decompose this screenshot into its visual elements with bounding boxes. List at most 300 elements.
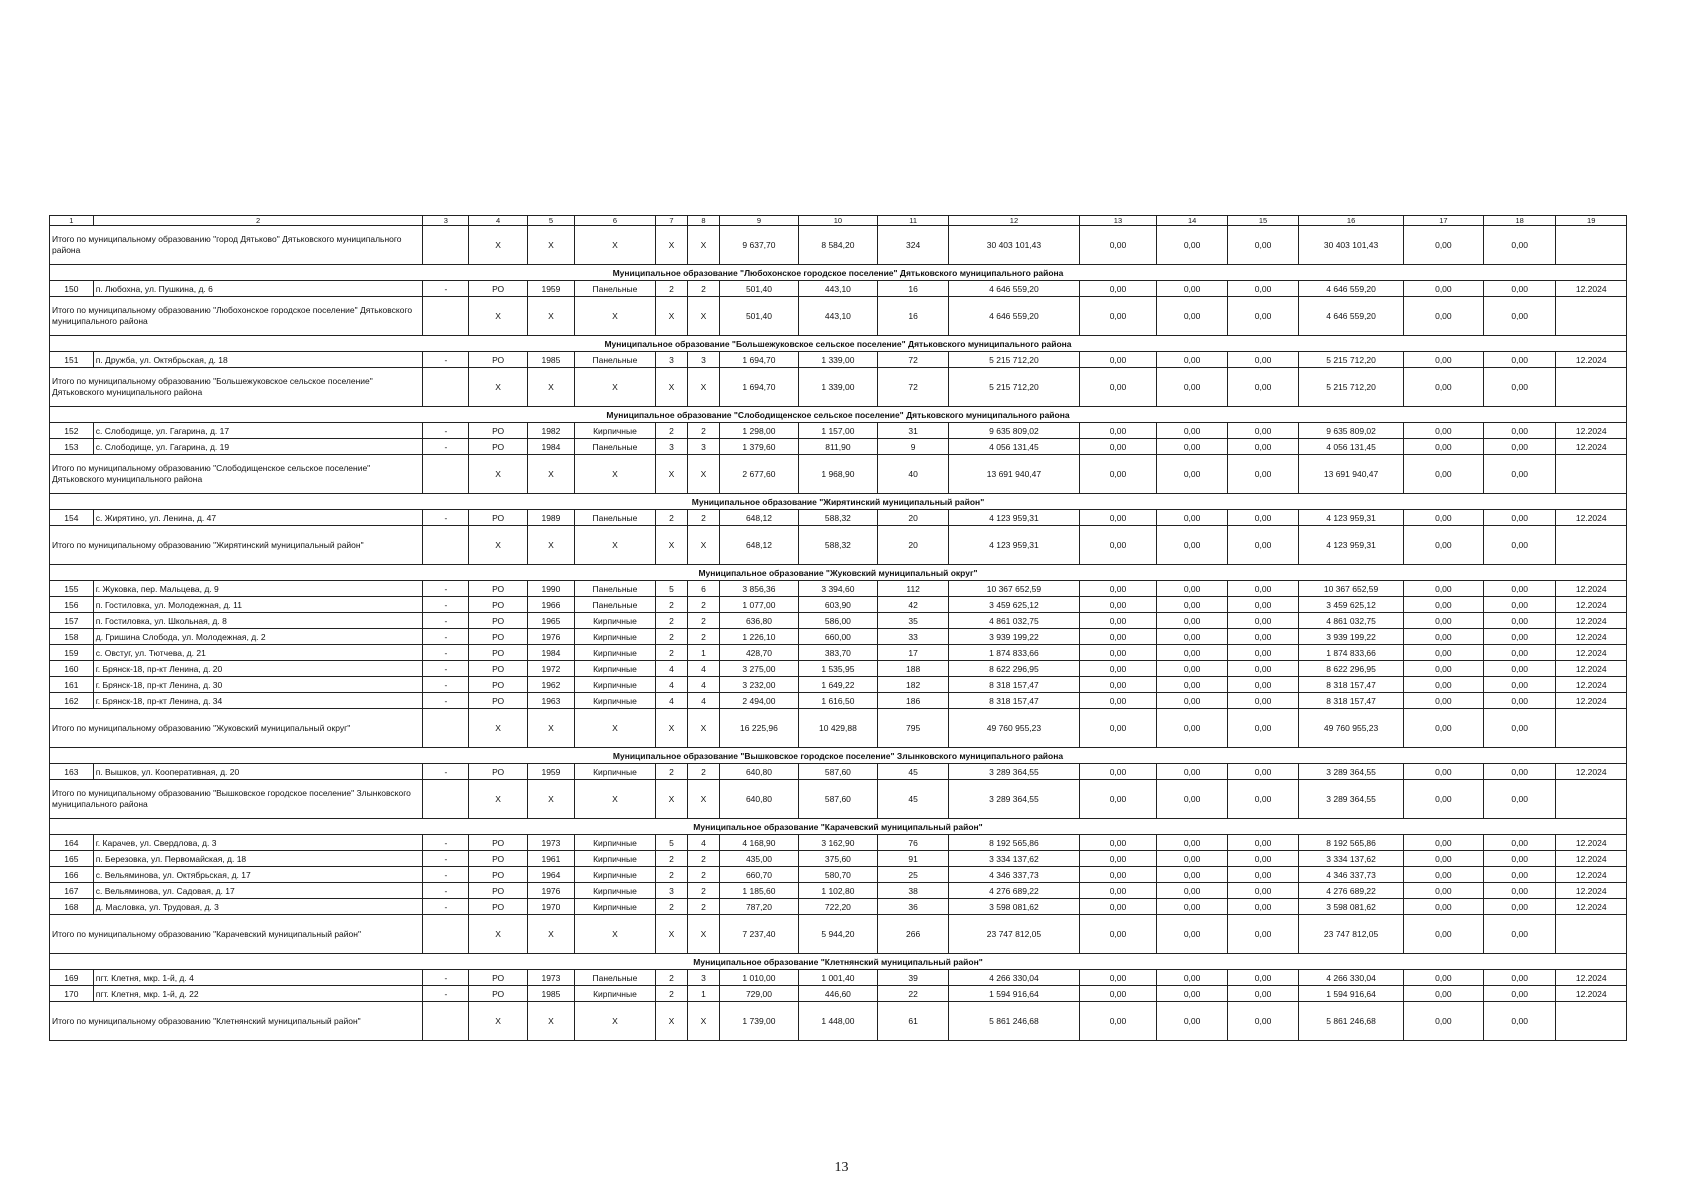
empty-cell	[1556, 709, 1627, 748]
table-cell: 0,00	[1079, 970, 1157, 986]
x-mark: X	[687, 709, 719, 748]
table-cell: 16	[877, 281, 948, 297]
table-cell: 12.2024	[1556, 970, 1627, 986]
table-cell: 0,00	[1227, 883, 1298, 899]
section-header-row	[50, 565, 1627, 581]
table-cell: Панельные	[574, 439, 655, 455]
table-cell: 3 459 625,12	[949, 597, 1079, 613]
table-cell: 25	[877, 867, 948, 883]
x-mark: X	[687, 1002, 719, 1041]
x-mark: X	[527, 780, 574, 819]
table-cell: 188	[877, 661, 948, 677]
table-cell: Кирпичные	[574, 613, 655, 629]
subtotal-row	[50, 526, 1627, 565]
table-cell: 640,80	[719, 764, 798, 780]
table-cell: 12.2024	[1556, 510, 1627, 526]
table-body	[50, 216, 1627, 1041]
table-cell: 0,00	[1403, 764, 1483, 780]
subtotal-value: 501,40	[719, 297, 798, 336]
subtotal-value: 0,00	[1079, 455, 1157, 494]
table-cell: 4 646 559,20	[949, 281, 1079, 297]
table-cell: 0,00	[1483, 677, 1556, 693]
table-cell: 36	[877, 899, 948, 915]
table-cell: 0,00	[1079, 693, 1157, 709]
address-cell: г. Жуковка, пер. Мальцева, д. 9	[93, 581, 423, 597]
column-number-cell: 9	[719, 216, 798, 226]
table-cell: -	[423, 851, 469, 867]
subtotal-row	[50, 709, 1627, 748]
table-cell: 1 874 833,66	[949, 645, 1079, 661]
x-mark: X	[574, 455, 655, 494]
table-cell: 0,00	[1079, 851, 1157, 867]
subtotal-value: 16 225,96	[719, 709, 798, 748]
subtotal-value: 40	[877, 455, 948, 494]
table-cell: 0,00	[1227, 970, 1298, 986]
x-mark: X	[527, 455, 574, 494]
table-cell: 2 494,00	[719, 693, 798, 709]
table-cell: 3	[687, 439, 719, 455]
table-cell: 1984	[527, 645, 574, 661]
subtotal-value: 648,12	[719, 526, 798, 565]
table-cell: 2	[687, 851, 719, 867]
subtotal-value: 4 123 959,31	[949, 526, 1079, 565]
table-cell: 4 123 959,31	[1299, 510, 1404, 526]
table-cell: 0,00	[1227, 510, 1298, 526]
table-cell: 0,00	[1157, 510, 1227, 526]
table-cell: 0,00	[1227, 613, 1298, 629]
x-mark: X	[687, 455, 719, 494]
table-cell: -	[423, 352, 469, 368]
subtotal-row	[50, 915, 1627, 954]
subtotal-value: 0,00	[1157, 297, 1227, 336]
table-cell: 2	[655, 510, 687, 526]
table-cell: -	[423, 423, 469, 439]
table-cell: 0,00	[1403, 597, 1483, 613]
table-cell: Кирпичные	[574, 764, 655, 780]
subtotal-value: 2 677,60	[719, 455, 798, 494]
x-mark: X	[527, 526, 574, 565]
empty-cell	[423, 1002, 469, 1041]
empty-cell	[423, 455, 469, 494]
x-mark: X	[574, 915, 655, 954]
x-mark: X	[574, 1002, 655, 1041]
table-row	[50, 629, 1627, 645]
table-cell: 0,00	[1157, 439, 1227, 455]
table-cell: 155	[50, 581, 94, 597]
subtotal-value: 0,00	[1483, 526, 1556, 565]
table-cell: 0,00	[1079, 883, 1157, 899]
table-cell: 0,00	[1403, 677, 1483, 693]
table-row	[50, 645, 1627, 661]
table-cell: 0,00	[1227, 439, 1298, 455]
address-cell: с. Слободище, ул. Гагарина, д. 17	[93, 423, 423, 439]
x-mark: X	[687, 915, 719, 954]
address-cell: п. Вышков, ул. Кооперативная, д. 20	[93, 764, 423, 780]
x-mark: X	[655, 455, 687, 494]
table-cell: 1970	[527, 899, 574, 915]
x-mark: X	[655, 709, 687, 748]
column-number-cell: 18	[1483, 216, 1556, 226]
table-cell: 4 861 032,75	[949, 613, 1079, 629]
table-cell: -	[423, 835, 469, 851]
table-cell: РО	[469, 677, 528, 693]
table-cell: 8 192 565,86	[949, 835, 1079, 851]
subtotal-value: 0,00	[1483, 455, 1556, 494]
table-cell: 3	[655, 883, 687, 899]
subtotal-value: 0,00	[1227, 526, 1298, 565]
table-cell: 586,00	[798, 613, 877, 629]
subtotal-value: 588,32	[798, 526, 877, 565]
table-cell: 12.2024	[1556, 883, 1627, 899]
table-cell: 22	[877, 986, 948, 1002]
table-cell: 588,32	[798, 510, 877, 526]
column-number-cell: 4	[469, 216, 528, 226]
x-mark: X	[574, 526, 655, 565]
table-row	[50, 352, 1627, 368]
table-cell: 0,00	[1483, 986, 1556, 1002]
table-cell: 4	[655, 677, 687, 693]
table-cell: 1	[687, 986, 719, 1002]
table-cell: -	[423, 867, 469, 883]
table-cell: РО	[469, 693, 528, 709]
table-cell: 0,00	[1157, 597, 1227, 613]
table-cell: 0,00	[1079, 597, 1157, 613]
table-cell: 0,00	[1079, 613, 1157, 629]
table-cell: 0,00	[1079, 629, 1157, 645]
table-row	[50, 423, 1627, 439]
table-cell: РО	[469, 510, 528, 526]
table-cell: 0,00	[1157, 629, 1227, 645]
x-mark: X	[469, 297, 528, 336]
table-cell: 169	[50, 970, 94, 986]
table-cell: 0,00	[1483, 281, 1556, 297]
table-cell: 4 056 131,45	[949, 439, 1079, 455]
table-cell: 1972	[527, 661, 574, 677]
table-cell: 39	[877, 970, 948, 986]
table-cell: 4	[687, 661, 719, 677]
table-cell: -	[423, 439, 469, 455]
column-number-cell: 15	[1227, 216, 1298, 226]
table-cell: 3 939 199,22	[949, 629, 1079, 645]
subtotal-value: 587,60	[798, 780, 877, 819]
column-number-cell: 11	[877, 216, 948, 226]
table-cell: 3	[655, 439, 687, 455]
table-cell: Кирпичные	[574, 677, 655, 693]
table-cell: 1959	[527, 281, 574, 297]
table-cell: 5 215 712,20	[1299, 352, 1404, 368]
address-cell: п. Дружба, ул. Октябрьская, д. 18	[93, 352, 423, 368]
table-cell: 0,00	[1157, 661, 1227, 677]
address-cell: г. Брянск-18, пр-кт Ленина, д. 34	[93, 693, 423, 709]
table-cell: 153	[50, 439, 94, 455]
table-cell: 2	[655, 970, 687, 986]
table-cell: 1 157,00	[798, 423, 877, 439]
subtotal-value: 23 747 812,05	[949, 915, 1079, 954]
table-cell: 10 367 652,59	[1299, 581, 1404, 597]
table-cell: 5	[655, 835, 687, 851]
table-cell: 4 123 959,31	[949, 510, 1079, 526]
subtotal-value: 5 215 712,20	[1299, 368, 1404, 407]
x-mark: X	[527, 709, 574, 748]
table-cell: 1 339,00	[798, 352, 877, 368]
table-cell: 0,00	[1079, 661, 1157, 677]
subtotal-value: 4 123 959,31	[1299, 526, 1404, 565]
table-cell: -	[423, 629, 469, 645]
column-number-cell: 13	[1079, 216, 1157, 226]
subtotal-value: 0,00	[1157, 1002, 1227, 1041]
subtotal-value: 3 289 364,55	[1299, 780, 1404, 819]
table-cell: 8 318 157,47	[949, 693, 1079, 709]
table-cell: 20	[877, 510, 948, 526]
subtotal-value: 0,00	[1157, 368, 1227, 407]
table-cell: 0,00	[1079, 764, 1157, 780]
subtotal-value: 0,00	[1403, 368, 1483, 407]
subtotal-value: 13 691 940,47	[1299, 455, 1404, 494]
table-cell: 76	[877, 835, 948, 851]
table-cell: 0,00	[1079, 986, 1157, 1002]
table-cell: РО	[469, 423, 528, 439]
table-cell: 35	[877, 613, 948, 629]
table-cell: Кирпичные	[574, 883, 655, 899]
address-cell: д. Гришина Слобода, ул. Молодежная, д. 2	[93, 629, 423, 645]
table-cell: 158	[50, 629, 94, 645]
table-cell: 636,80	[719, 613, 798, 629]
table-cell: 170	[50, 986, 94, 1002]
table-cell: 3 459 625,12	[1299, 597, 1404, 613]
section-header-row	[50, 265, 1627, 281]
table-cell: 0,00	[1483, 851, 1556, 867]
subtotal-row	[50, 226, 1627, 265]
table-cell: 2	[655, 597, 687, 613]
table-cell: 167	[50, 883, 94, 899]
x-mark: X	[469, 780, 528, 819]
empty-cell	[1556, 1002, 1627, 1041]
table-cell: 165	[50, 851, 94, 867]
table-cell: РО	[469, 835, 528, 851]
empty-cell	[1556, 226, 1627, 265]
table-cell: РО	[469, 970, 528, 986]
subtotal-value: 45	[877, 780, 948, 819]
table-cell: 0,00	[1157, 613, 1227, 629]
table-row	[50, 581, 1627, 597]
table-row	[50, 693, 1627, 709]
table-cell: 2	[687, 613, 719, 629]
subtotal-value: 8 584,20	[798, 226, 877, 265]
empty-cell	[1556, 368, 1627, 407]
table-cell: Кирпичные	[574, 899, 655, 915]
x-mark: X	[655, 297, 687, 336]
table-cell: 0,00	[1227, 677, 1298, 693]
table-cell: РО	[469, 986, 528, 1002]
address-cell: с. Слободище, ул. Гагарина, д. 19	[93, 439, 423, 455]
table-cell: 3 856,36	[719, 581, 798, 597]
subtotal-row	[50, 780, 1627, 819]
subtotal-value: 0,00	[1079, 709, 1157, 748]
table-cell: 0,00	[1483, 597, 1556, 613]
table-cell: 3 394,60	[798, 581, 877, 597]
table-cell: 660,00	[798, 629, 877, 645]
table-cell: 1982	[527, 423, 574, 439]
table-cell: 0,00	[1079, 352, 1157, 368]
table-row	[50, 613, 1627, 629]
subtotal-row	[50, 1002, 1627, 1041]
table-cell: 4	[687, 677, 719, 693]
table-cell: 787,20	[719, 899, 798, 915]
table-cell: 0,00	[1227, 629, 1298, 645]
table-cell: 2	[655, 851, 687, 867]
table-cell: 8 622 296,95	[949, 661, 1079, 677]
table-cell: 6	[687, 581, 719, 597]
table-cell: 12.2024	[1556, 677, 1627, 693]
subtotal-value: 0,00	[1227, 915, 1298, 954]
subtotal-value: 0,00	[1157, 455, 1227, 494]
table-cell: 1984	[527, 439, 574, 455]
empty-cell	[1556, 297, 1627, 336]
subtotal-value: 9 637,70	[719, 226, 798, 265]
table-cell: 1985	[527, 986, 574, 1002]
table-cell: 501,40	[719, 281, 798, 297]
column-number-cell: 3	[423, 216, 469, 226]
table-cell: 12.2024	[1556, 851, 1627, 867]
table-cell: 4	[687, 693, 719, 709]
subtotal-value: 72	[877, 368, 948, 407]
subtotal-value: 20	[877, 526, 948, 565]
column-number-cell: 10	[798, 216, 877, 226]
table-cell: -	[423, 899, 469, 915]
table-cell: 152	[50, 423, 94, 439]
subtotal-value: 0,00	[1483, 368, 1556, 407]
subtotal-label: Итого по муниципальному образованию "Карачевский муниципальный район"	[50, 915, 423, 954]
table-cell: 0,00	[1079, 677, 1157, 693]
table-row	[50, 899, 1627, 915]
table-cell: 3 334 137,62	[1299, 851, 1404, 867]
subtotal-value: 49 760 955,23	[949, 709, 1079, 748]
table-cell: 0,00	[1227, 867, 1298, 883]
address-cell: с. Вельяминова, ул. Октябрьская, д. 17	[93, 867, 423, 883]
table-cell: 3	[687, 352, 719, 368]
table-cell: 2	[655, 613, 687, 629]
table-cell: Кирпичные	[574, 629, 655, 645]
subtotal-value: 4 646 559,20	[949, 297, 1079, 336]
table-cell: 2	[655, 629, 687, 645]
table-cell: 12.2024	[1556, 581, 1627, 597]
section-title: Муниципальное образование "Слободищенское сельское поселение" Дятьковского муниципального района	[50, 407, 1627, 423]
table-cell: 2	[655, 867, 687, 883]
subtotal-value: 0,00	[1483, 709, 1556, 748]
section-title: Муниципальное образование "Вышковское городское поселение" Злынковского муниципального района	[50, 748, 1627, 764]
table-cell: 1973	[527, 970, 574, 986]
table-cell: 8 622 296,95	[1299, 661, 1404, 677]
subtotal-value: 0,00	[1079, 1002, 1157, 1041]
table-cell: 0,00	[1403, 352, 1483, 368]
table-cell: 1959	[527, 764, 574, 780]
x-mark: X	[469, 1002, 528, 1041]
table-cell: 0,00	[1227, 581, 1298, 597]
table-cell: 0,00	[1483, 629, 1556, 645]
table-cell: 12.2024	[1556, 645, 1627, 661]
subtotal-value: 0,00	[1403, 1002, 1483, 1041]
table-cell: РО	[469, 613, 528, 629]
table-cell: 0,00	[1483, 581, 1556, 597]
table-row	[50, 597, 1627, 613]
table-cell: 38	[877, 883, 948, 899]
table-cell: 12.2024	[1556, 899, 1627, 915]
table-cell: Кирпичные	[574, 835, 655, 851]
x-mark: X	[469, 368, 528, 407]
empty-cell	[423, 709, 469, 748]
subtotal-value: 1 968,90	[798, 455, 877, 494]
page-number: 13	[834, 1160, 849, 1175]
table-cell: Панельные	[574, 510, 655, 526]
table-cell: 12.2024	[1556, 629, 1627, 645]
address-cell: г. Брянск-18, пр-кт Ленина, д. 20	[93, 661, 423, 677]
table-cell: 0,00	[1157, 764, 1227, 780]
column-number-cell: 1	[50, 216, 94, 226]
table-cell: 0,00	[1483, 693, 1556, 709]
table-cell: 0,00	[1079, 423, 1157, 439]
table-cell: 0,00	[1157, 899, 1227, 915]
table-cell: 12.2024	[1556, 352, 1627, 368]
subtotal-value: 4 646 559,20	[1299, 297, 1404, 336]
table-cell: 156	[50, 597, 94, 613]
table-cell: 1 594 916,64	[1299, 986, 1404, 1002]
table-cell: 157	[50, 613, 94, 629]
subtotal-value: 0,00	[1403, 297, 1483, 336]
table-cell: 443,10	[798, 281, 877, 297]
table-cell: 1985	[527, 352, 574, 368]
table-cell: 1989	[527, 510, 574, 526]
table-cell: 0,00	[1157, 986, 1227, 1002]
address-cell: пгт. Клетня, мкр. 1-й, д. 22	[93, 986, 423, 1002]
column-number-cell: 5	[527, 216, 574, 226]
subtotal-value: 0,00	[1483, 1002, 1556, 1041]
empty-cell	[423, 915, 469, 954]
table-cell: РО	[469, 281, 528, 297]
table-cell: 1	[687, 645, 719, 661]
table-cell: -	[423, 581, 469, 597]
x-mark: X	[655, 526, 687, 565]
table-cell: 0,00	[1403, 581, 1483, 597]
empty-cell	[423, 780, 469, 819]
section-title: Муниципальное образование "Жуковский муниципальный округ"	[50, 565, 1627, 581]
x-mark: X	[655, 226, 687, 265]
table-cell: Кирпичные	[574, 851, 655, 867]
table-cell: -	[423, 693, 469, 709]
table-cell: 159	[50, 645, 94, 661]
subtotal-value: 0,00	[1483, 297, 1556, 336]
table-cell: 3 598 081,62	[1299, 899, 1404, 915]
subtotal-value: 0,00	[1227, 1002, 1298, 1041]
table-cell: 4 346 337,73	[949, 867, 1079, 883]
table-cell: 0,00	[1483, 645, 1556, 661]
subtotal-value: 0,00	[1403, 226, 1483, 265]
table-cell: -	[423, 645, 469, 661]
table-cell: Панельные	[574, 281, 655, 297]
x-mark: X	[469, 915, 528, 954]
table-cell: 2	[687, 867, 719, 883]
table-cell: 0,00	[1227, 835, 1298, 851]
table-cell: 5	[655, 581, 687, 597]
table-cell: 0,00	[1483, 883, 1556, 899]
address-cell: г. Брянск-18, пр-кт Ленина, д. 30	[93, 677, 423, 693]
table-cell: 0,00	[1079, 581, 1157, 597]
table-cell: 0,00	[1157, 851, 1227, 867]
x-mark: X	[655, 1002, 687, 1041]
table-cell: 375,60	[798, 851, 877, 867]
subtotal-value: 0,00	[1483, 780, 1556, 819]
table-cell: -	[423, 986, 469, 1002]
table-row	[50, 661, 1627, 677]
